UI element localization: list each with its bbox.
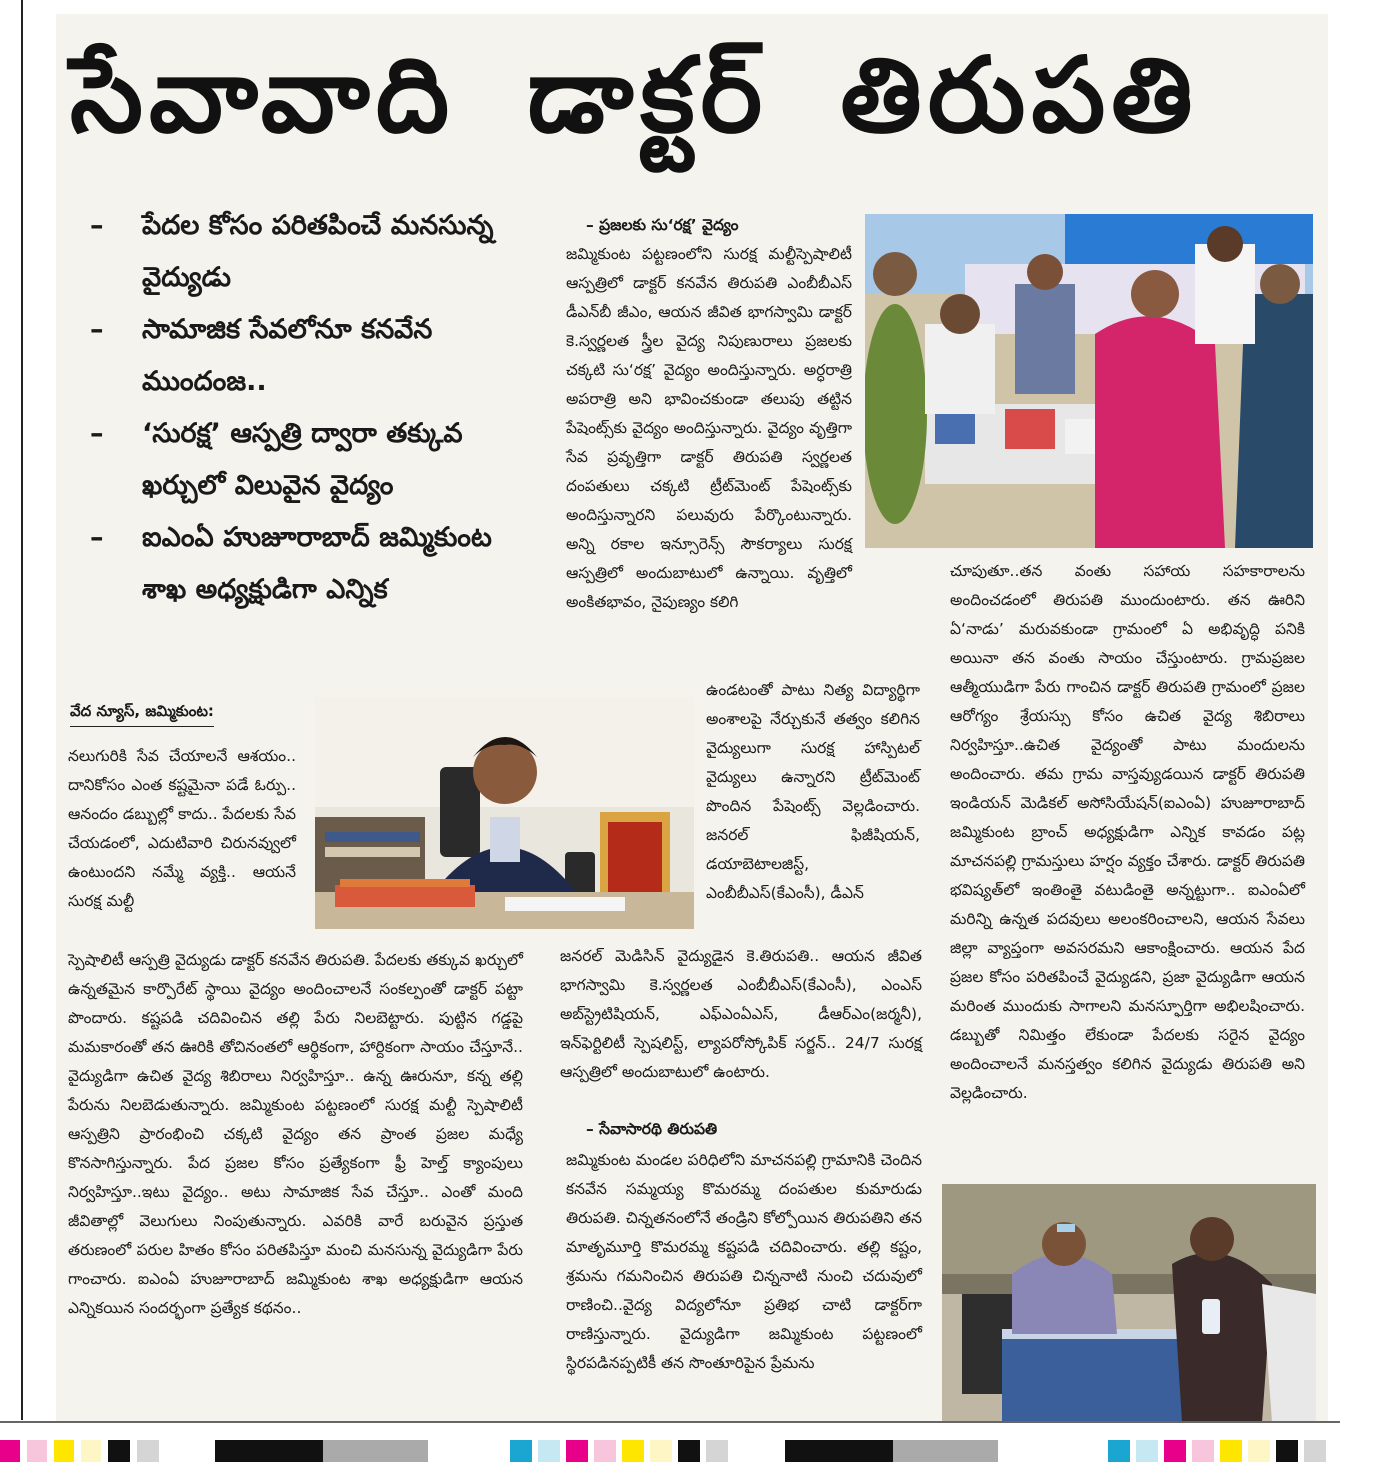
left-rule [21, 0, 23, 1420]
color-swatch [215, 1440, 323, 1462]
col2-text-c: జనరల్ మెడిసిన్ వైద్యుడైన కె.తిరుపతి.. ఆయన జీవిత భాగస్వామి కె.స్వర్ణలత ఎంబీబీఎస్(కేఎంసీ), ఎంఎస్ అబ్‌స్ట్రెటిషియన్, ఎఫ్‌ఎంఏఎస్, డీఆర్‌ఎం(జర్మనీ), ఇన్‌ఫెర్టిలిటీ స్పెషలిస్ట్, ల్యాపరోస్కోపిక్ సర్జన్.. 24/7 సురక్ష ఆస్పత్రిలో అందుబాటులో ఉంటారు. [560, 947, 922, 1081]
color-swatch [1192, 1440, 1214, 1462]
color-swatch [893, 1440, 998, 1462]
color-swatch [0, 1440, 20, 1462]
color-swatch [594, 1440, 616, 1462]
highlight-item: – ఐఎంఏ హుజూరాబాద్ జమ్మికుంట శాఖ అధ్యక్షుడిగా ఎన్నిక [90, 512, 530, 616]
color-swatch [1248, 1440, 1270, 1462]
color-swatch [566, 1440, 588, 1462]
color-swatch [785, 1440, 893, 1462]
subheading-suraksha: – ప్రజలకు సు‘రక్ష’ వైద్యం [586, 216, 739, 234]
color-swatch [81, 1440, 101, 1462]
color-swatch [1136, 1440, 1158, 1462]
color-swatch [1164, 1440, 1186, 1462]
highlight-item: – సామాజిక సేవలోనూ కనవేన ముందంజ.. [90, 304, 530, 408]
col1-body-text: స్పెషాలిటీ ఆస్పత్రి వైద్యుడు డాక్టర్ కనవేన తిరుపతి. పేదలకు తక్కువ ఖర్చులో ఉన్నతమైన కార్పొరేట్ స్థాయి వైద్యం అందించాలనే సంకల్పంతో డాక్టర్ పట్టా పొందారు. కష్టపడి చదివించిన తల్లి పేరు నిలబెట్టారు. పుట్టిన గడ్డపై మమకారంతో తన ఊరికి తోచినంతలో ఆర్థికంగా, హార్దికంగా సాయం చేస్తూనే.. వైద్యుడిగా ఉచిత వైద్య శిబిరాలు నిర్వహిస్తూ.. ఉన్న ఊరునూ, కన్న తల్లి పేరును నిలబెడుతున్నారు. జమ్మికుంట పట్టణంలో సురక్ష మల్టీ స్పెషాలిటీ ఆస్పత్రిని ప్రారంభించి చక్కటి వైద్యం తన ప్రాంత ప్రజల మధ్యే కొనసాగిస్తున్నారు. పేద ప్రజల కోసం ప్రత్యేకంగా ఫ్రీ హెల్త్ క్యాంపులు నిర్వహిస్తూ..ఇటు వైద్యం.. అటు సామాజిక సేవ చేస్తూ.. ఎంతో మంది జీవితాల్లో వెలుగులు నింపుతున్నారు. ఎవరికి వారే బరువైన ప్రస్తుత తరుణంలో పరుల హితం కోసం పరితపిస్తూ మంచి మనసున్న వైద్యుడిగా పేరు గాంచారు. ఐఎంఏ హుజూరాబాద్ జమ్మికుంట శాఖ అధ్యక్షుడిగా ఆయన ఎన్నికయిన సందర్భంగా ప్రత్యేక కథనం.. [68, 951, 523, 1317]
medical-camp-photo [865, 214, 1313, 548]
color-swatch [1220, 1440, 1242, 1462]
color-swatch [1276, 1440, 1298, 1462]
doctor-portrait-photo [315, 697, 694, 929]
color-swatch [137, 1440, 159, 1462]
col1-intro-text: నలుగురికి సేవ చేయాలనే ఆశయం.. దానికోసం ఎంత కష్టమైనా పడే ఓర్పు.. ఆనందం డబ్బుల్లో కాదు.. పేదలకు సేవ చేయడంలో, ఎదుటివారి చిరునవ్వులో ఉంటుందని నమ్మే వ్యక్తి.. ఆయనే సురక్ష మల్టీ [68, 747, 296, 910]
highlight-item: – పేదల కోసం పరితపించే మనసున్న వైద్యుడు [90, 200, 530, 304]
color-swatch [538, 1440, 560, 1462]
col2-text-d: జమ్మికుంట మండల పరిధిలోని మాచనపల్లి గ్రామానికి చెందిన కనవేన సమ్మయ్య కొమరమ్మ దంపతుల కుమారుడు తిరుపతి. చిన్నతనంలోనే తండ్రిని కోల్పోయిన తిరుపతిని తన మాతృమూర్తి కొమరమ్మ కష్టపడి చదివించారు. తల్లి కష్టం, శ్రమను గమనించిన తిరుపతి చిన్ననాటి నుంచి చదువులో రాణించి..వైద్య విద్యలోనూ ప్రతిభ చాటి డాక్టర్‌గా రాణిస్తున్నారు. వైద్యుడిగా జమ్మికుంట పట్టణంలో స్థిరపడినప్పటికీ తన సొంతూరిపైన ప్రేమను [566, 1151, 922, 1372]
color-swatch [678, 1440, 700, 1462]
consultation-photo [942, 1184, 1316, 1422]
color-swatch [323, 1440, 428, 1462]
footer-rule [0, 1421, 1340, 1423]
color-swatch [1108, 1440, 1130, 1462]
col3-text: చూపుతూ..తన వంతు సహాయ సహకారాలను అందించడంలో తిరుపతి ముందుంటారు. తన ఊరిని ఏ‘నాడు’ మరువకుండా గ్రామంలో ఏ అభివృద్ధి పనికి అయినా తన వంతు సాయం చేస్తుంటారు. గ్రామప్రజల ఆత్మీయుడిగా పేరు గాంచిన డాక్టర్ తిరుపతి గ్రామంలో ప్రజల ఆరోగ్యం శ్రేయస్సు కోసం ఉచిత వైద్య శిబిరాలు నిర్వహిస్తూ..ఉచిత వైద్యంతో పాటు మందులను అందించారు. తమ గ్రామ వాస్తవ్యుడయిన డాక్టర్ తిరుపతి ఇండియన్ మెడికల్ అసోసియేషన్(ఐఎంఏ) హుజూరాబాద్ జమ్మికుంట బ్రాంచ్ అధ్యక్షుడిగా ఎన్నిక కావడం పట్ల మాచనపల్లి గ్రామస్తులు హర్షం వ్యక్తం చేశారు. డాక్టర్ తిరుపతి భవిష్యత్‌లో ఇంతింతై వటుడింతై అన్నట్టుగా.. ఐఎంఏలో మరిన్ని ఉన్నత పదవులు అలంకరించాలని, ఆయన సేవలు జిల్లా వ్యాప్తంగా అవసరమని ఆకాంక్షించారు. ఆయన పేద ప్రజల కోసం పరితపించే వైద్యుడని, ప్రజా వైద్యుడిగా ఆయన మరింత ముందుకు సాగాలని మనస్ఫూర్తిగా అభిలషించారు. డబ్బుతో నిమిత్తం లేకుండా పేదలకు సరైన వైద్యం అందించాలనే మనస్తత్వం కలిగిన వైద్యుడు తిరుపతి అని వెల్లడించారు. [950, 562, 1305, 1102]
color-swatch [108, 1440, 130, 1462]
subheading-sevasarathi: – సేవాసారథి తిరుపతి [586, 1120, 718, 1138]
col2-text-a: జమ్మికుంట పట్టణంలోని సురక్ష మల్టీస్పెషాలిటీ ఆస్పత్రిలో డాక్టర్ కనవేన తిరుపతి ఎంబీబీఎస్ డీఎన్‌బీ జీఎం, ఆయన జీవిత భాగస్వామి డాక్టర్ కె.స్వర్ణలత స్త్రీల వైద్య నిపుణురాలు ప్రజలకు చక్కటి సు‘రక్ష’ వైద్యం అందిస్తున్నారు. అర్ధరాత్రి అపరాత్రి అని భావించకుండా తలుపు తట్టిన పేషెంట్స్‌కు వైద్యం అందిస్తున్నారు. వైద్యం వృత్తిగా సేవ ప్రవృత్తిగా డాక్టర్ తిరుపతి స్వర్ణలత దంపతులు చక్కటి ట్రీట్‌మెంట్ పేషెంట్స్‌కు అందిస్తున్నారని పలువురు పేర్కొంటున్నారు. అన్ని రకాల ఇన్సూరెన్స్ సౌకర్యాలు సురక్ష ఆస్పత్రిలో అందుబాటులో ఉన్నాయి. వృత్తిలో అంకితభావం, నైపుణ్యం కలిగి [566, 245, 852, 611]
color-swatch [510, 1440, 532, 1462]
highlights-list [90, 200, 530, 616]
color-swatch [27, 1440, 47, 1462]
color-swatch [622, 1440, 644, 1462]
color-swatch [650, 1440, 672, 1462]
headline: సేవావాది డాక్టర్ తిరుపతి [70, 34, 1199, 156]
highlight-item: – ‘సురక్ష’ ఆస్పత్రి ద్వారా తక్కువ ఖర్చులో విలువైన వైద్యం [90, 408, 530, 512]
color-swatch [54, 1440, 74, 1462]
byline: వేద న్యూస్, జమ్మికుంట: [70, 702, 214, 727]
col2-text-b: ఉండటంతో పాటు నిత్య విద్యార్థిగా అంశాలపై నేర్చుకునే తత్వం కలిగిన వైద్యులుగా సురక్ష హాస్పిటల్ వైద్యులు ఉన్నారని ట్రీట్‌మెంట్ పొందిన పేషెంట్స్ వెల్లడించారు. జనరల్ ఫిజీషియన్, డయాబెటాలజిస్ట్, ఎంబీబీఎస్(కేఎంసీ), డీఎన్ [706, 681, 920, 902]
color-swatch [1304, 1440, 1326, 1462]
color-swatch [706, 1440, 728, 1462]
